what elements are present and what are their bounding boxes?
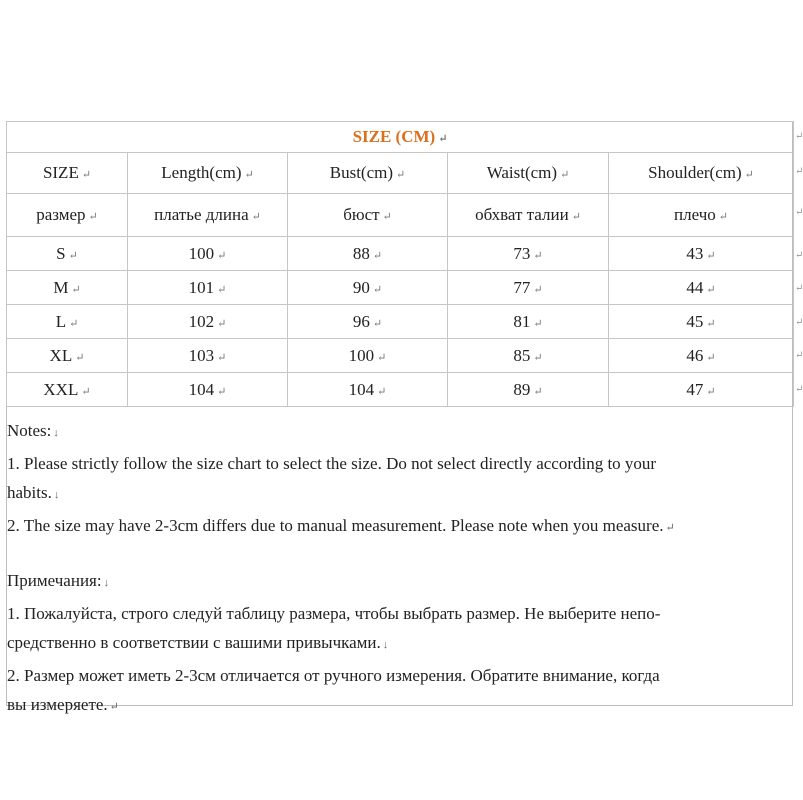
cell-size: XL ↵ — [7, 339, 128, 373]
cell-bust: 104 ↵ — [288, 373, 448, 407]
cell-waist: 73 ↵ — [448, 237, 609, 271]
cell-waist: 81 ↵ — [448, 305, 609, 339]
row-end-mark: ↵ — [795, 317, 803, 328]
cell-waist: 85 ↵ — [448, 339, 609, 373]
header-row-english — [7, 153, 794, 194]
table-row — [7, 271, 794, 305]
cell-size: S ↵ — [7, 237, 128, 271]
cell-length: 103 ↵ — [128, 339, 288, 373]
note-ru-2-continued: вы измеряете. ↵ — [7, 695, 119, 714]
row-end-mark: ↵ — [795, 384, 803, 395]
cell-shoulder: 47 ↵ — [609, 373, 794, 407]
notes-section — [7, 416, 787, 723]
cell-length: 101 ↵ — [128, 271, 288, 305]
cell-bust: 90 ↵ — [288, 271, 448, 305]
header-length: Length(cm) ↵ — [128, 153, 288, 194]
table-row — [7, 339, 794, 373]
cell-shoulder: 44 ↵ — [609, 271, 794, 305]
note-en-1: 1. Please strictly follow the size chart to select the size. Do not select directly according to your — [7, 453, 657, 473]
cell-shoulder: 43 ↵ — [609, 237, 794, 271]
row-end-mark: ↵ — [795, 207, 803, 218]
notes-heading-en: Notes: ↓ — [7, 421, 59, 440]
header-bust: Bust(cm) ↵ — [288, 153, 448, 194]
note-en-2: 2. The size may have 2-3cm differs due to manual measurement. Please note when you measure. ↵ — [7, 515, 675, 535]
header-size: SIZE ↵ — [7, 153, 128, 194]
note-ru-1: 1. Пожалуйста, строго следуй таблицу размера, чтобы выбрать размер. Не выберите непо- — [7, 603, 661, 623]
row-end-mark: ↵ — [795, 131, 803, 142]
cell-bust: 88 ↵ — [288, 237, 448, 271]
cell-length: 100 ↵ — [128, 237, 288, 271]
cell-size: M ↵ — [7, 271, 128, 305]
table-title: SIZE (CM) ↵ — [7, 122, 794, 153]
header-row-russian — [7, 194, 794, 237]
cell-bust: 100 ↵ — [288, 339, 448, 373]
table-row — [7, 237, 794, 271]
row-end-mark: ↵ — [795, 350, 803, 361]
notes-heading-ru: Примечания: ↓ — [7, 571, 110, 590]
cell-waist: 77 ↵ — [448, 271, 609, 305]
cell-shoulder: 46 ↵ — [609, 339, 794, 373]
cell-size: L ↵ — [7, 305, 128, 339]
header-shoulder-ru: плечо ↵ — [609, 194, 794, 237]
cell-shoulder: 45 ↵ — [609, 305, 794, 339]
row-end-mark: ↵ — [795, 283, 803, 294]
size-chart-table — [6, 121, 794, 407]
row-end-mark: ↵ — [795, 166, 803, 177]
note-en-1-continued: habits. ↓ — [7, 483, 60, 502]
cell-length: 102 ↵ — [128, 305, 288, 339]
table-row — [7, 373, 794, 407]
cell-length: 104 ↵ — [128, 373, 288, 407]
header-waist-ru: обхват талии ↵ — [448, 194, 609, 237]
note-ru-1-continued: средственно в соответствии с вашими привычками. ↓ — [7, 633, 389, 652]
notes-spacer — [7, 543, 787, 566]
row-end-mark: ↵ — [795, 250, 803, 261]
note-ru-2: 2. Размер может иметь 2-3см отличается от ручного измерения. Обратите внимание, когда — [7, 665, 660, 685]
cell-bust: 96 ↵ — [288, 305, 448, 339]
title-row — [7, 122, 794, 153]
table-row — [7, 305, 794, 339]
header-bust-ru: бюст ↵ — [288, 194, 448, 237]
header-size-ru: размер ↵ — [7, 194, 128, 237]
header-shoulder: Shoulder(cm) ↵ — [609, 153, 794, 194]
cell-size: XXL ↵ — [7, 373, 128, 407]
header-length-ru: платье длина ↵ — [128, 194, 288, 237]
cell-waist: 89 ↵ — [448, 373, 609, 407]
header-waist: Waist(cm) ↵ — [448, 153, 609, 194]
